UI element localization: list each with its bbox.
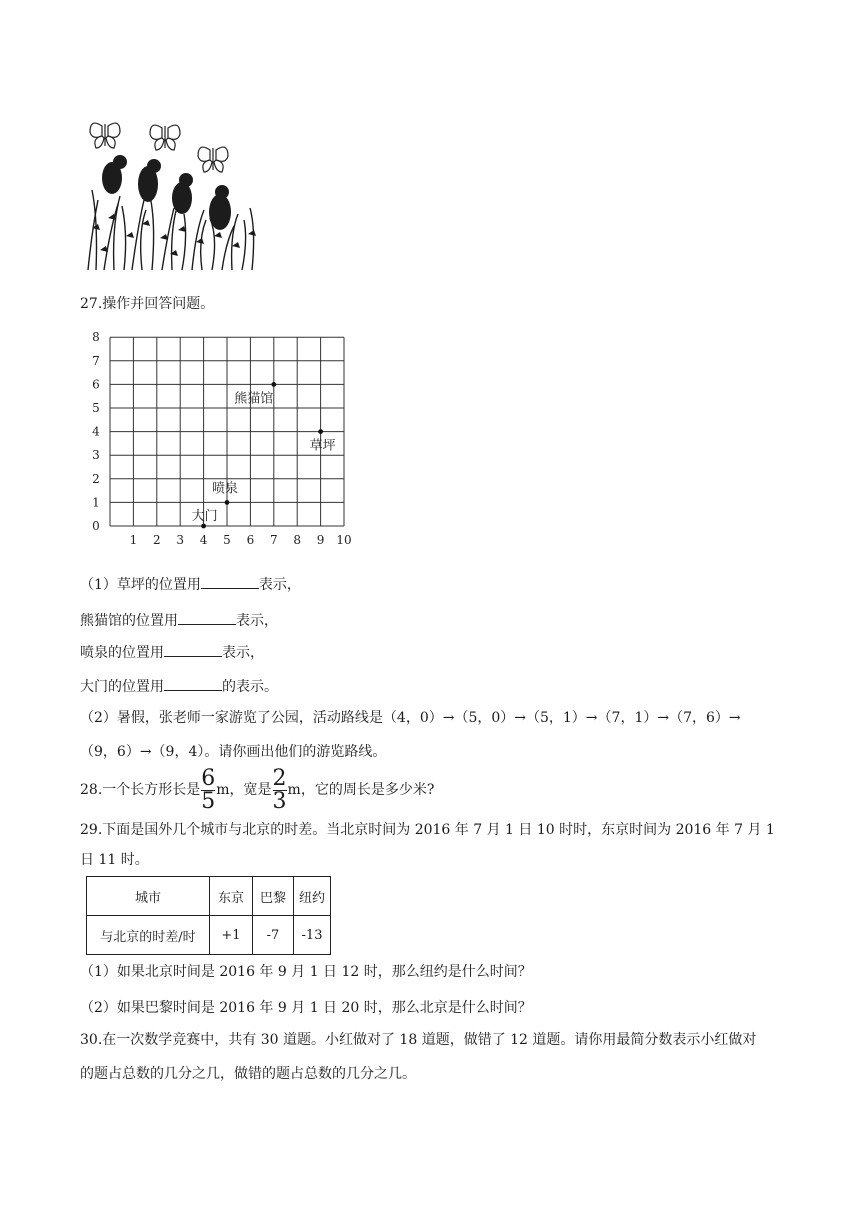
x-tick-label: 5 xyxy=(223,533,231,547)
y-tick-label: 7 xyxy=(92,353,100,368)
y-tick-label: 4 xyxy=(92,424,100,439)
y-tick-label: 0 xyxy=(92,519,100,533)
butterfly-icon xyxy=(150,125,180,150)
y-tick-label: 2 xyxy=(92,471,100,486)
table-cell: -13 xyxy=(294,916,331,955)
grid-point-label: 大门 xyxy=(191,509,218,524)
table-cell: +1 xyxy=(210,916,253,955)
x-tick-label: 1 xyxy=(129,533,138,547)
y-tick-label: 1 xyxy=(92,495,100,510)
q27-part1-suffix: 的表示。 xyxy=(222,679,278,695)
grid-point-label: 喷泉 xyxy=(211,481,239,497)
q30-line2: 的题占总数的几分之几，做错的题占总数的几分之几。 xyxy=(80,1066,416,1082)
q27-part2-line2: （9，6）→（9，4）。请你画出他们的游览路线。 xyxy=(80,744,387,760)
grid-point-label: 草坪 xyxy=(309,438,336,454)
q27-part1-suffix: 表示， xyxy=(236,613,278,629)
grid-point-label: 熊猫馆 xyxy=(234,391,274,407)
q28-suffix: m，它的周长是多少米? xyxy=(287,782,435,798)
x-tick-label: 4 xyxy=(199,533,208,547)
grid-point xyxy=(201,524,206,529)
x-tick-label: 8 xyxy=(293,533,302,547)
q28-text xyxy=(80,765,435,814)
grid-point xyxy=(318,429,323,434)
table-header-cell: 东京 xyxy=(210,877,253,916)
fraction-numerator: 2 xyxy=(272,765,287,791)
table-cell: 与北京的时差/时 xyxy=(87,916,210,955)
q27-part1-line3 xyxy=(80,642,264,663)
x-tick-label: 9 xyxy=(316,533,325,547)
fraction-denominator: 3 xyxy=(272,788,287,814)
caterpillar-icon xyxy=(102,155,231,230)
answer-blank[interactable] xyxy=(178,610,236,625)
table-header-cell: 纽约 xyxy=(294,877,331,916)
butterfly-icon xyxy=(90,123,120,148)
q30-line1: 30.在一次数学竞赛中，共有 30 道题。小红做对了 18 道题，做错了 12 道题。请你用最简分数表示小红做对 xyxy=(80,1032,757,1048)
x-tick-label: 6 xyxy=(246,533,255,547)
y-tick-label: 5 xyxy=(92,401,100,415)
fraction-numerator: 6 xyxy=(201,765,216,791)
q27-part1-prefix: 喷泉的位置用 xyxy=(80,645,164,661)
answer-blank[interactable] xyxy=(201,574,259,589)
q27-title: 27.操作并回答问题。 xyxy=(80,296,215,312)
table-header-cell: 巴黎 xyxy=(253,877,294,916)
q27-part1-line4 xyxy=(80,676,278,697)
q27-part1-line2 xyxy=(80,610,278,631)
grid-point xyxy=(225,500,230,505)
q29-line2: 日 11 时。 xyxy=(80,852,149,868)
y-tick-label: 8 xyxy=(92,332,100,345)
coordinate-grid xyxy=(86,332,366,550)
q27-part1-suffix: 表示， xyxy=(258,577,301,593)
q28-mid: m，宽是 xyxy=(216,782,272,798)
q27-part1-suffix: 表示， xyxy=(222,645,264,661)
y-tick-label: 6 xyxy=(92,377,100,392)
x-tick-label: 7 xyxy=(269,533,278,547)
answer-blank[interactable] xyxy=(164,676,222,691)
time-difference-table xyxy=(86,876,331,955)
butterfly-grass-illustration xyxy=(82,118,260,272)
q27-part1-prefix: 大门的位置用 xyxy=(80,679,164,695)
y-tick-label: 3 xyxy=(92,448,100,463)
x-tick-label: 3 xyxy=(176,533,185,547)
fraction-denominator: 5 xyxy=(201,788,216,814)
answer-blank[interactable] xyxy=(164,642,222,657)
q27-part2-line1: （2）暑假，张老师一家游览了公园，活动路线是（4，0）→（5，0）→（5，1）→（7，1）→（7，6）→ xyxy=(80,710,741,726)
q27-part1-line1 xyxy=(80,574,301,595)
x-tick-label: 2 xyxy=(152,533,161,547)
table-cell: -7 xyxy=(253,916,294,955)
q29-sub1: （1）如果北京时间是 2016 年 9 月 1 日 12 时，那么纽约是什么时间？ xyxy=(80,964,532,980)
table-row xyxy=(87,916,331,955)
fraction-width xyxy=(272,765,287,814)
fraction-length xyxy=(201,765,216,814)
q27-part1-prefix: 熊猫馆的位置用 xyxy=(80,613,178,629)
q29-sub2: （2）如果巴黎时间是 2016 年 9 月 1 日 20 时，那么北京是什么时间？ xyxy=(80,1000,532,1016)
x-tick-label: 10 xyxy=(336,533,352,547)
table-row xyxy=(87,877,331,916)
butterfly-icon xyxy=(198,147,228,172)
grid-point xyxy=(271,382,276,387)
q29-line1: 29.下面是国外几个城市与北京的时差。当北京时间为 2016 年 7 月 1 日 10 时时，东京时间为 2016 年 7 月 1 xyxy=(80,822,775,838)
q28-prefix: 28.一个长方形长是 xyxy=(80,782,201,798)
q27-part1-prefix: （1）草坪的位置用 xyxy=(80,577,201,593)
table-header-cell: 城市 xyxy=(87,877,210,916)
